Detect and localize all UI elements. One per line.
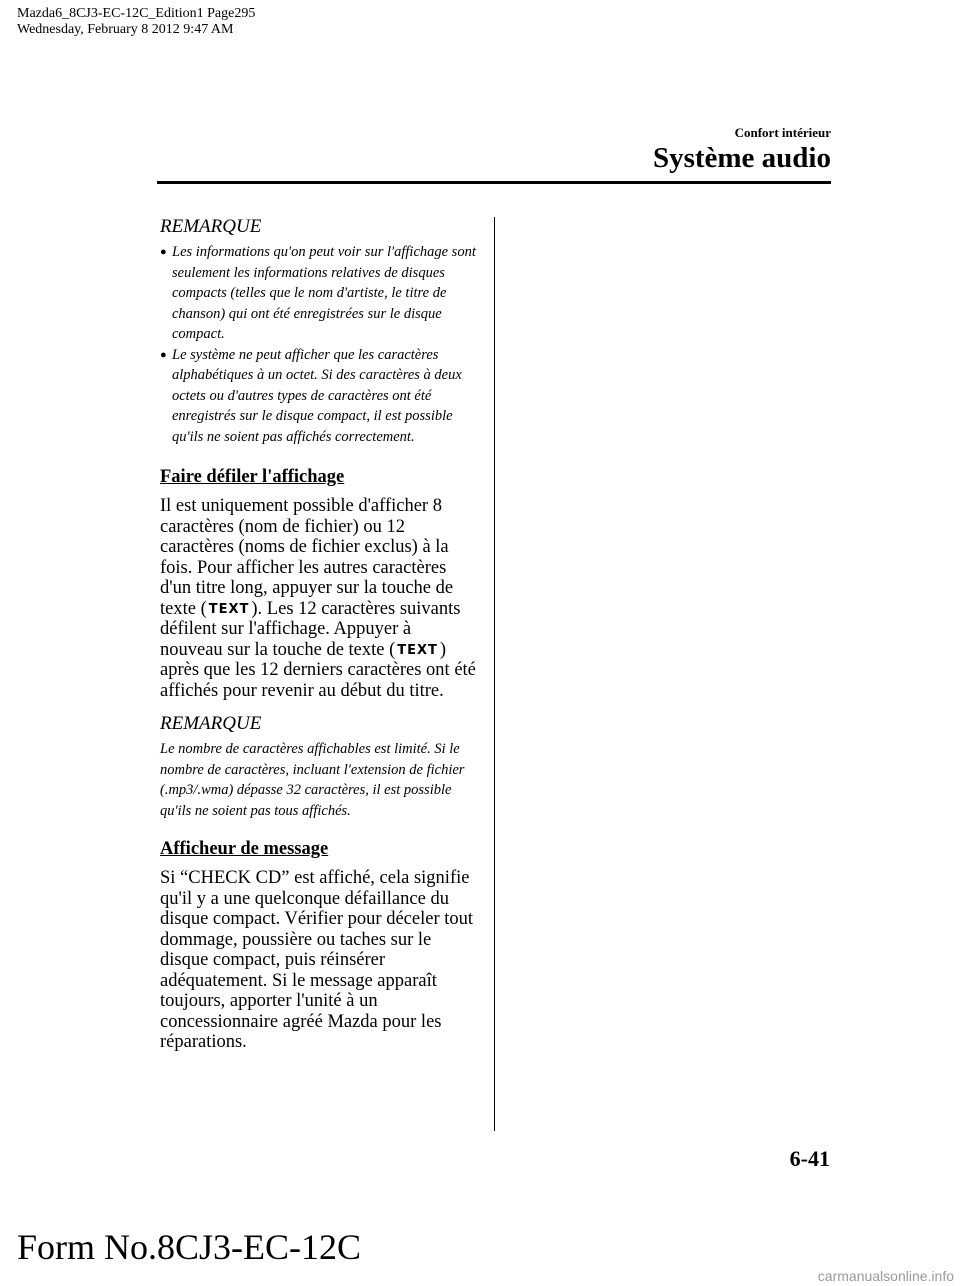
page-number: 6-41 <box>789 1146 830 1171</box>
left-column <box>160 216 478 1053</box>
form-number: Form No.8CJ3-EC-12C <box>17 1227 362 1267</box>
header-rule <box>157 181 831 184</box>
scroll-text-part3: ) après que les 12 derniers caractères ont été affichés pour revenir au début du titre. <box>160 639 476 701</box>
text-key-icon: TEXT <box>397 642 438 658</box>
note-heading: REMARQUE <box>160 216 262 237</box>
note-bullet-list <box>160 242 478 447</box>
print-header-line2: Wednesday, February 8 2012 9:47 AM <box>17 22 234 37</box>
scroll-display-paragraph <box>160 496 478 701</box>
bullet-icon: ● <box>160 246 167 258</box>
watermark: carmanualsonline.info <box>817 1268 954 1284</box>
section-title: Système audio <box>652 142 831 174</box>
note-bullet-text: Le système ne peut afficher que les caractères alphabétiques à un octet. Si des caractères à deux octets ou d'autres types de caractères ont été enregistrés sur le disque compact, il est possible qu'ils ne soient pas affichés correctement. <box>172 346 462 445</box>
note-block-1 <box>160 216 478 447</box>
text-key-icon: TEXT <box>208 601 250 617</box>
note-bullet-item <box>160 345 478 448</box>
print-header-line1: Mazda6_8CJ3-EC-12C_Edition1 Page295 <box>17 6 256 21</box>
bullet-icon: ● <box>160 348 167 361</box>
scroll-display-heading: Faire défiler l'affichage <box>160 467 345 487</box>
message-display-paragraph: Si “CHECK CD” est affiché, cela signifie qu'il y a une quelconque défaillance du disque compact. Vérifier pour déceler tout dommage, poussière ou taches sur le disque compact, puis réinsérer adéquatement. Si le message apparaît toujours, apporter l'unité à un concessionnaire agréé Mazda pour les réparations. <box>160 868 474 1052</box>
note-bullet-item <box>160 242 478 345</box>
note-text: Le nombre de caractères affichables est limité. Si le nombre de caractères, incluant l'extension de fichier (.mp3/.wma) dépasse 32 caractères, il est possible qu'ils ne soient pas tous affichés. <box>160 741 465 819</box>
note-bullet-text: Les informations qu'on peut voir sur l'affichage sont seulement les informations relatives de disques compacts (telles que le nom d'artiste, le titre de chanson) qui ont été enregistrées sur le disque compact. <box>172 244 476 342</box>
column-divider <box>494 217 495 1131</box>
note-block-2 <box>160 713 478 821</box>
message-display-heading: Afficheur de message <box>160 839 329 859</box>
section-subtitle: Confort intérieur <box>734 125 831 140</box>
print-header <box>17 6 255 38</box>
note-heading: REMARQUE <box>160 713 262 734</box>
scroll-text-part1: Il est uniquement possible d'afficher 8 caractères (nom de fichier) ou 12 caractères (noms de fichier exclus) à la fois. Pour afficher les autres caractères d'un titre long, appuyer sur la touche de texte ( <box>160 496 454 619</box>
scroll-text-part2: ). Les 12 caractères suivants défilent sur l'affichage. Appuyer à nouveau sur la touche de texte ( <box>160 598 461 660</box>
